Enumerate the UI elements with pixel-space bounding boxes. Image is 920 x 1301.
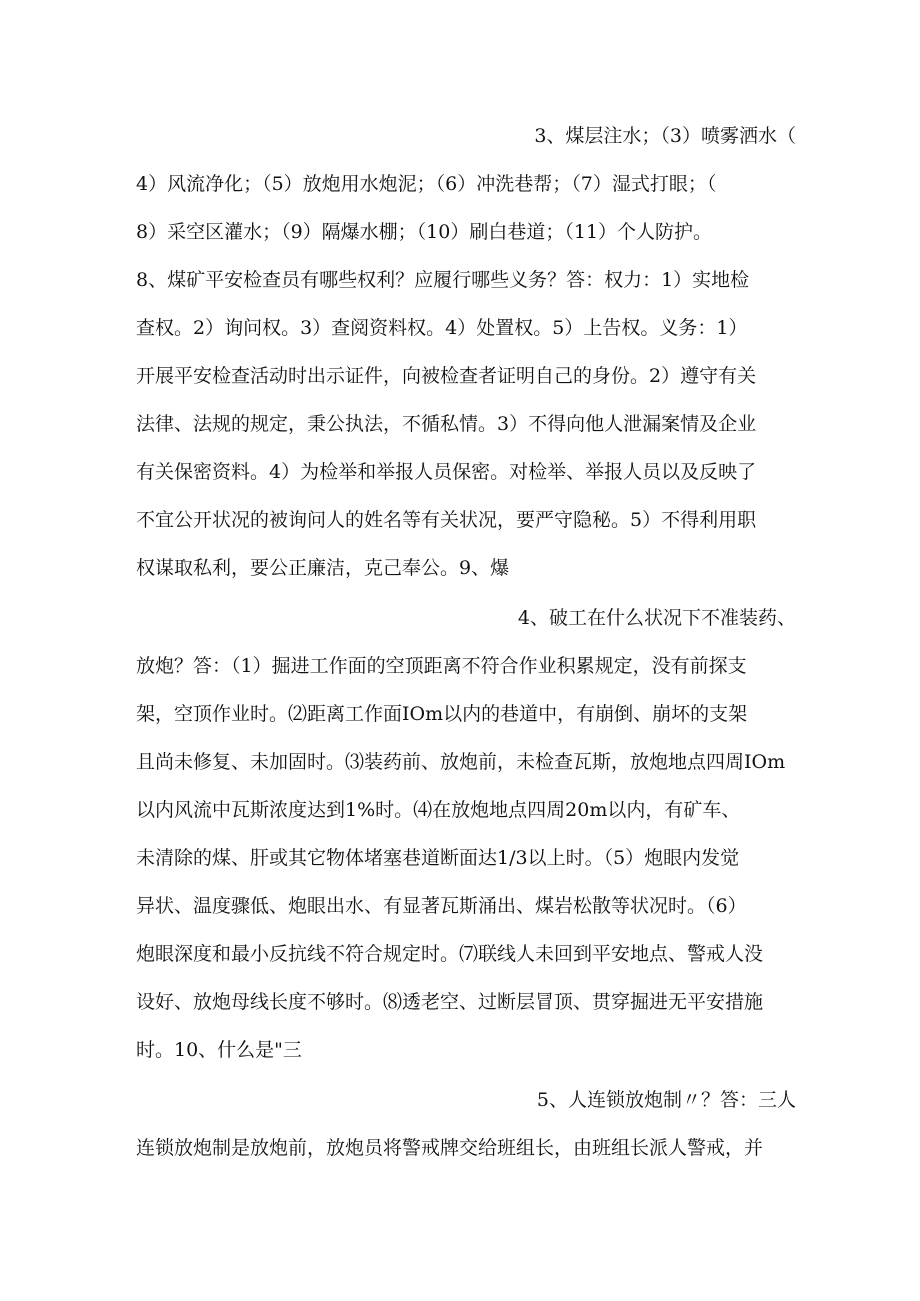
text-line: 设好、放炮母线长度不够时。⑻透老空、过断层冒顶、贯穿掘进无平安措施 [136, 991, 764, 1013]
text-line: 且尚未修复、未加固时。⑶装药前、放炮前，未检查瓦斯，放炮地点四周IOm [136, 751, 786, 773]
text-line: 有关保密资料。4）为检举和举报人员保密。对检举、举报人员以及反映了 [136, 461, 757, 483]
text-line: 法律、法规的规定，秉公执法，不循私情。3）不得向他人泄漏案情及企业 [136, 413, 757, 435]
text-line: 异状、温度骤低、炮眼出水、有显著瓦斯涌出、煤岩松散等状况时。（6） [136, 895, 747, 917]
text-line: 连锁放炮制是放炮前，放炮员将警戒牌交给班组长，由班组长派人警戒，并 [136, 1137, 764, 1159]
text-line: 8）采空区灌水；（9）隔爆水棚；（10）刷白巷道；（11）个人防护。 [136, 221, 713, 243]
text-line: 开展平安检查活动时出示证件，向被检查者证明自己的身份。2）遵守有关 [136, 365, 757, 387]
text-line: 4、破工在什么状况下不准装药、 [517, 607, 796, 629]
text-line: 4）风流净化；（5）放炮用水炮泥；（6）冲洗巷帮；（7）湿式打眼；（ [136, 173, 717, 195]
text-line: 未清除的煤、肝或其它物体堵塞巷道断面达1/3以上时。（5）炮眼内发觉 [136, 847, 740, 869]
text-line: 炮眼深度和最小反抗线不符合规定时。⑺联线人未回到平安地点、警戒人没 [136, 943, 764, 965]
text-line: 权谋取私利，要公正廉洁，克己奉公。9、爆 [136, 557, 510, 579]
text-line: 放炮？答：（1）掘进工作面的空顶距离不符合作业积累规定，没有前探支 [136, 655, 747, 677]
text-line: 不宜公开状况的被询问人的姓名等有关状况，要严守隐秘。5）不得利用职 [136, 509, 757, 531]
text-line: 时。10、什么是"三 [136, 1039, 302, 1061]
text-line: 架，空顶作业时。⑵距离工作面IOm以内的巷道中，有崩倒、崩坏的支架 [136, 703, 748, 725]
text-line: 8、煤矿平安检查员有哪些权利？应履行哪些义务？答：权力：1）实地检 [136, 269, 750, 291]
text-line: 查权。2）询问权。3）查阅资料权。4）处置权。5）上告权。义务：1） [136, 317, 748, 339]
text-line: 5、人连锁放炮制〃？答：三人 [536, 1089, 796, 1111]
text-line: 以内风流中瓦斯浓度达到1%时。⑷在放炮地点四周20m以内，有矿车、 [136, 799, 741, 821]
text-line: 3、煤层注水；（3）喷雾洒水（ [534, 125, 796, 147]
